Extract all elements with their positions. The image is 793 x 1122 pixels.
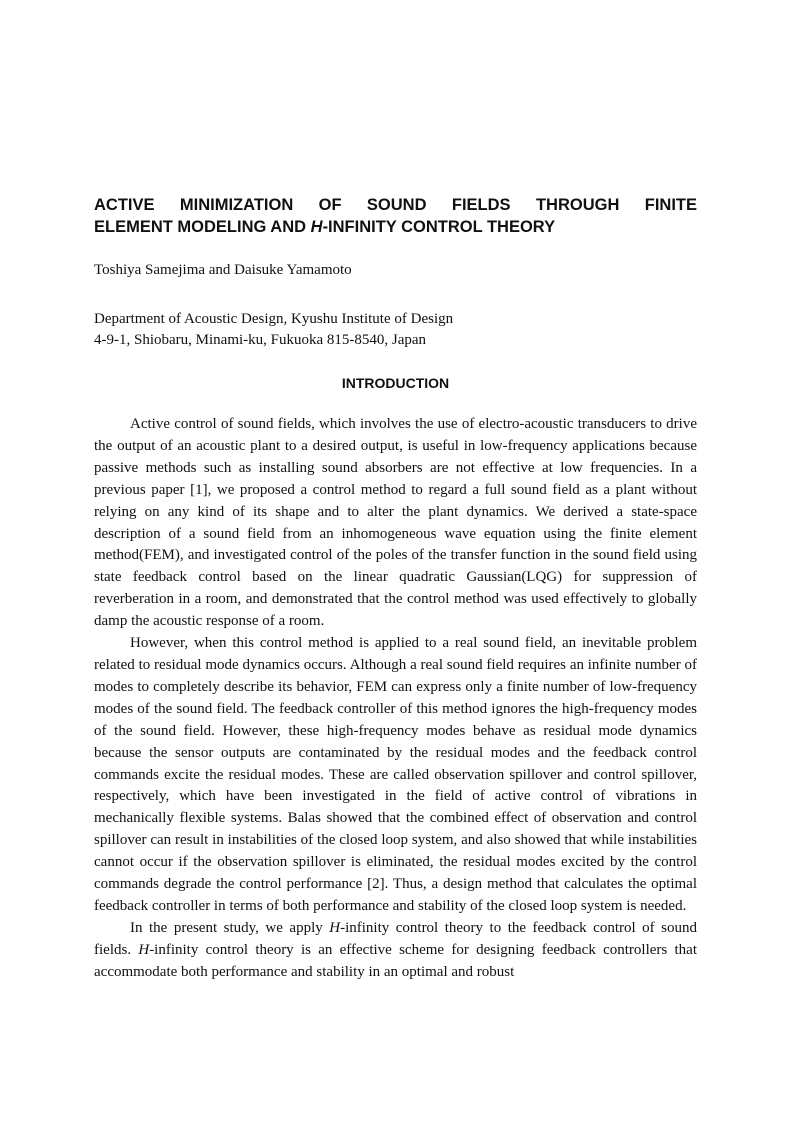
section-heading: INTRODUCTION: [341, 375, 450, 391]
paragraph-3-part-a: In the present study, we apply: [130, 919, 330, 936]
paragraph-3-italic-1: H: [329, 919, 341, 936]
title-h-italic: H: [310, 218, 323, 236]
paragraph-3-part-b: -infinity control theory to the feedback control of sound fields.: [94, 919, 697, 958]
affiliation: [94, 309, 453, 351]
paragraph-1: Active control of sound fields, which involves the use of electro-acoustic transducers to drive the output of an acoustic plant to a desired output, is useful in low-frequency applications because passive methods such as installing sound absorbers are not effective at low frequencies. In a previous paper [1], we proposed a control method to regard a full sound field as a plant without relying on any kind of its shape and to alter the plant dynamics. We derived a state-space description of a sound field from an inhomogeneous wave equation using the finite element method(FEM), and investigated control of the poles of the transfer function in the sound field using state feedback control based on the linear quadratic Gaussian(LQG) for suppression of reverberation in a room, and demonstrated that the control method was used effectively to globally damp the acoustic response of a room.: [94, 416, 697, 630]
title-line-2-start: ELEMENT MODELING AND: [94, 218, 311, 236]
title-line-1: ACTIVE MINIMIZATION OF SOUND FIELDS THROUGH FINITE: [94, 196, 697, 214]
affiliation-department: Department of Acoustic Design, Kyushu Institute of Design: [94, 311, 454, 327]
paragraph-3-part-c: -infinity control theory is an effective scheme for designing feedback controllers that accommodate both performance and stability in an optimal and robust: [94, 941, 697, 980]
authors: Toshiya Samejima and Daisuke Yamamoto: [94, 262, 352, 278]
paragraph-2: However, when this control method is applied to a real sound field, an inevitable problem related to residual mode dynamics occurs. Although a real sound field requires an infinite number of modes to completely describe its behavior, FEM can express only a finite number of low-frequency modes of the sound field. The feedback controller of this method ignores the high-frequency modes of the sound field. However, these high-frequency modes behave as residual mode dynamics because the sensor outputs are contaminated by the residual modes and the feedback control commands excite the residual modes. These are called observation spillover and control spillover, respectively, which have been investigated in the field of active control of vibrations in mechanically flexible systems. Balas showed that the combined effect of observation and control spillover can result in instabilities of the closed loop system, and also showed that while instabilities cannot occur if the observation spillover is eliminated, the residual modes excited by the control commands degrade the control performance [2]. Thus, a design method that calculates the optimal feedback controller in terms of both performance and stability of the closed loop system is needed.: [94, 635, 697, 914]
paper-title: [94, 194, 697, 238]
affiliation-address: 4-9-1, Shiobaru, Minami-ku, Fukuoka 815-8540, Japan: [94, 332, 427, 348]
paragraph-3-italic-2: H: [138, 941, 150, 958]
paragraph-3: [94, 918, 697, 984]
title-line-2: [94, 216, 697, 238]
body-text: [94, 414, 697, 984]
title-line-2-end: -INFINITY CONTROL THEORY: [322, 218, 556, 236]
